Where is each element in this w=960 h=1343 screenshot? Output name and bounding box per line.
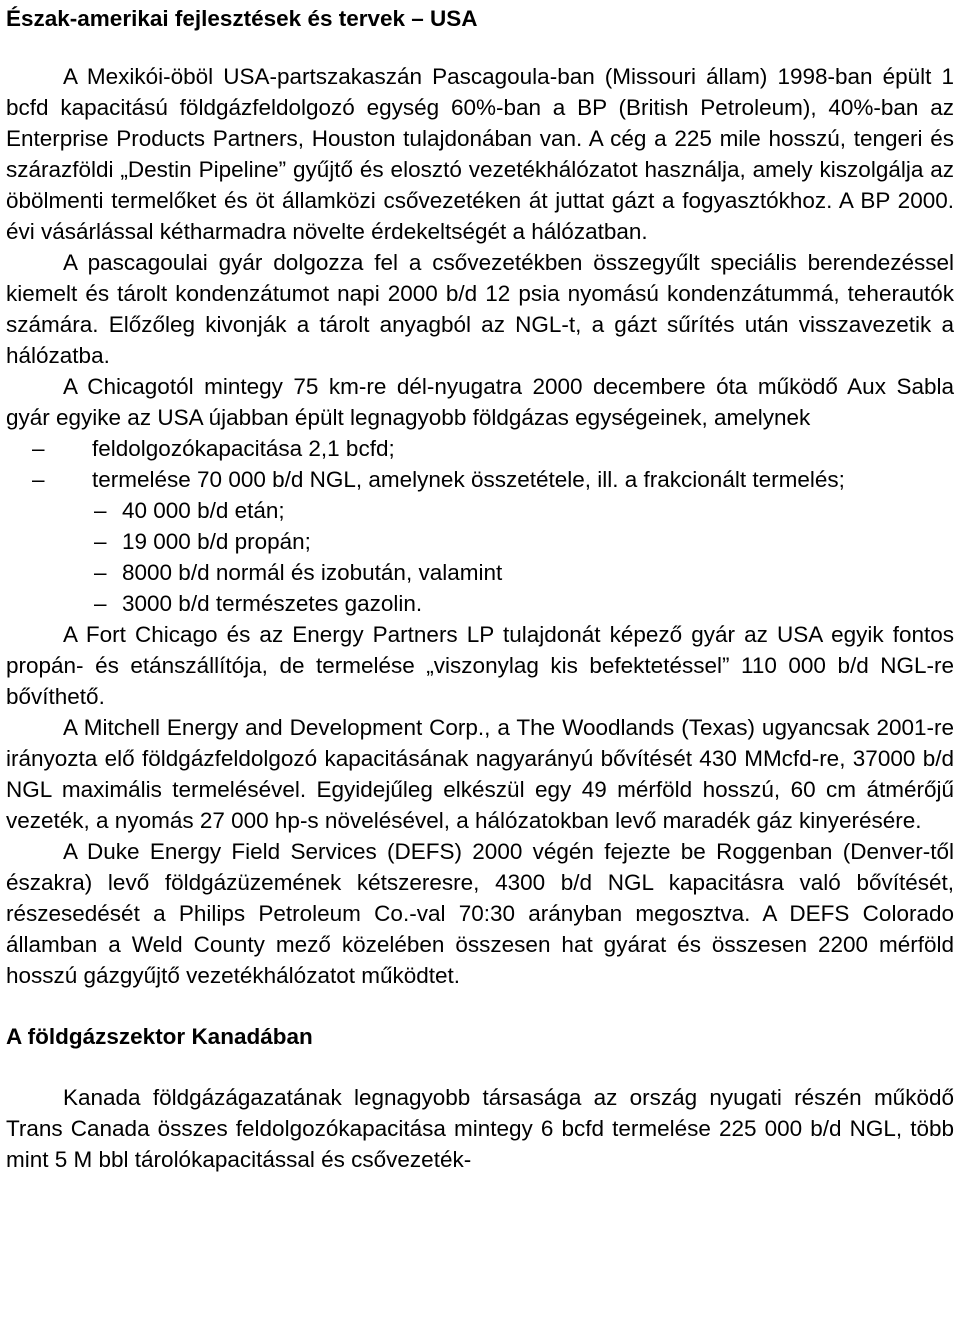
capacity-list: [6, 433, 954, 495]
list-item: [6, 464, 954, 495]
list-item-text: feldolgozókapacitása 2,1 bcfd;: [92, 436, 395, 461]
list-item-text: 40 000 b/d etán;: [122, 498, 285, 523]
list-item: [6, 526, 954, 557]
paragraph-pascagoula-condensate: A pascagoulai gyár dolgozza fel a csővezetékben összegyűlt speciális berendezéssel kiemelt és tárolt kondenzátumot napi 2000 b/d 12 psia nyomású kondenzátummá, teherautók számára. Előzőleg kivonják a tárolt anyagból az NGL-t, a gázt sűrítés után visszavezetik a hálózatba.: [6, 250, 954, 368]
list-item-text: 3000 b/d természetes gazolin.: [122, 591, 423, 616]
list-item: [6, 588, 954, 619]
list-item-text: 8000 b/d normál és izobután, valamint: [122, 560, 503, 585]
section-title-canada: A földgázszektor Kanadában: [6, 1024, 313, 1049]
paragraph-pascagoula: A Mexikói-öböl USA-partszakaszán Pascagoula-ban (Missouri állam) 1998-ban épült 1 bcfd kapacitású földgázfeldolgozó egység 60%-ban a BP (British Petroleum), 40%-ban az Enterprise Products Partners, Houston tulajdonában van. A cég a 225 mile hosszú, tengeri és szárazföldi „Destin Pipeline” gyűjtő és elosztó vezetékhálózatot használja, amely kiszolgálja az öbölmenti termelőket és öt államközi csővezetéken át juttat gázt a fogyasztókhoz. A BP 2000. évi vásárlással kétharmadra növelte érdekeltségét a hálózatban.: [6, 64, 954, 244]
list-item: [6, 557, 954, 588]
fractionation-list: [6, 495, 954, 619]
dash-bullet: –: [94, 498, 107, 523]
paragraph-mitchell-energy: A Mitchell Energy and Development Corp., a The Woodlands (Texas) ugyancsak 2001-re irányozta elő földgázfeldolgozó kapacitásának nagyarányú bővítését 430 MMcfd-re, 37000 b/d NGL maximális termelésével. Egyidejűleg elkészül egy 49 mérföld hosszú, 60 cm átmérőjű vezeték, a nyomás 27 000 hp-s növelésével, a hálózatokban levő maradék gáz kinyerésére.: [6, 715, 954, 833]
paragraph-fort-chicago: A Fort Chicago és az Energy Partners LP tulajdonát képező gyár az USA egyik fontos propán- és etánszállítója, de termelése „viszonylag kis befektetéssel” 110 000 b/d NGL-re bővíthető.: [6, 622, 954, 709]
dash-bullet: –: [32, 467, 45, 492]
list-item-text: 19 000 b/d propán;: [122, 529, 311, 554]
paragraph-duke-energy: A Duke Energy Field Services (DEFS) 2000 végén fejezte be Roggenban (Denver-től északra) levő földgázüzemének kétszeresre, 4300 b/d NGL kapacitásra való bővítését, részesedését a Philips Petroleum Co.-val 70:30 arányban megosztva. A DEFS Colorado államban a Weld County mező közelében összesen hat gyárat és összesen 2200 mérföld hosszú gázgyűjtő vezetékhálózatot működtet.: [6, 839, 954, 988]
paragraph-trans-canada: Kanada földgázágazatának legnagyobb társasága az ország nyugati részén működő Trans Canada összes feldolgozókapacitása mintegy 6 bcfd termelése 225 000 b/d NGL, több mint 5 M bbl tárolókapacitással és csővezeték-: [6, 1085, 954, 1172]
list-item-text: termelése 70 000 b/d NGL, amelynek összetétele, ill. a frakcionált termelés;: [92, 467, 845, 492]
page-title: Észak-amerikai fejlesztések és tervek – USA: [6, 6, 478, 31]
dash-bullet: –: [94, 591, 107, 616]
dash-bullet: –: [94, 560, 107, 585]
dash-bullet: –: [32, 436, 45, 461]
list-item: [6, 495, 954, 526]
document-page: [6, 0, 954, 1175]
dash-bullet: –: [94, 529, 107, 554]
list-item: [6, 433, 954, 464]
paragraph-aux-sabla: A Chicagotól mintegy 75 km-re dél-nyugatra 2000 decembere óta működő Aux Sabla gyár egyike az USA újabban épült legnagyobb földgázas egységeinek, amelynek: [6, 374, 954, 430]
